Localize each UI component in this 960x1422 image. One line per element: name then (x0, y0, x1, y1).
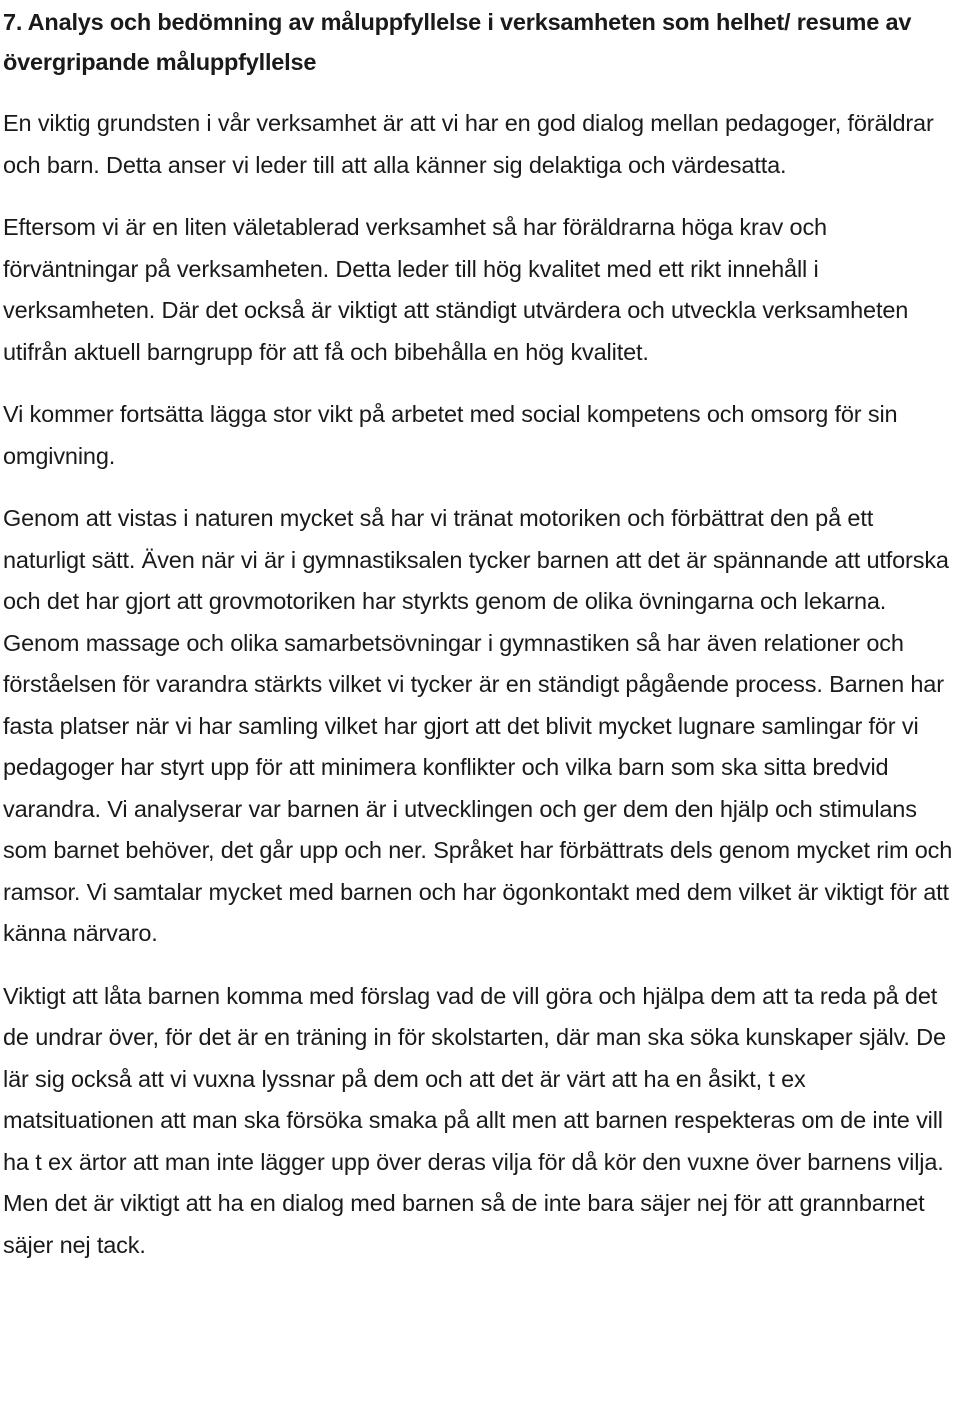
paragraph-quality: Eftersom vi är en liten väletablerad verksamhet så har föräldrarna höga krav och förväntningar på verksamheten. Detta leder till hög kvalitet med ett rikt innehåll i verksamheten. Där det också är viktigt att ständigt utvärdera och utveckla verksamheten utifrån aktuell barngrupp för att få och bibehålla en hög kvalitet. (3, 214, 909, 365)
paragraph-children-influence: Viktigt att låta barnen komma med förslag vad de vill göra och hjälpa dem att ta reda på det de undrar över, för det är en träning in för skolstarten, där man ska söka kunskaper själv. De lär sig också att vi vuxna lyssnar på dem och att det är värt att ha en åsikt, t ex matsituationen att man ska försöka smaka på allt men att barnen respekteras om de inte vill ha t ex ärtor att man inte lägger upp över deras vilja för då kör den vuxne över barnens vilja. Men det är viktigt att ha en dialog med barnen så de inte bara säjer nej för att grannbarnet säjer nej tack. (3, 982, 946, 1258)
paragraph-dialog: En viktig grundsten i vår verksamhet är att vi har en god dialog mellan pedagoger, föräldrar och barn. Detta anser vi leder till att alla känner sig delaktiga och värdesatta. (3, 110, 934, 178)
paragraph-motor-skills: Genom att vistas i naturen mycket så har vi tränat motoriken och förbättrat den på ett naturligt sätt. Även när vi är i gymnastiksalen tycker barnen att det är spännande att utforska och det har gjort att grovmotoriken har styrkts genom de olika övningarna och lekarna. Genom massage och olika samarbetsövningar i gymnastiken så har även relationer och förståelsen för varandra stärkts vilket vi tycker är en ständigt pågående process. Barnen har fasta platser när vi har samling vilket har gjort att det blivit mycket lugnare samlingar för vi pedagoger har styrt upp för att minimera konflikter och vilka barn som ska sitta bredvid varandra. Vi analyserar var barnen är i utvecklingen och ger dem den hjälp och stimulans som barnet behöver, det går upp och ner. Språket har förbättrats dels genom mycket rim och ramsor. Vi samtalar mycket med barnen och har ögonkontakt med dem vilket är viktigt för att känna närvaro. (3, 505, 953, 946)
section-heading: 7. Analys och bedömning av måluppfyllelse i verksamheten som helhet/ resume av övergripande måluppfyllelse (3, 9, 912, 75)
paragraph-social-competence: Vi kommer fortsätta lägga stor vikt på arbetet med social kompetens och omsorg för sin omgivning. (3, 401, 898, 469)
